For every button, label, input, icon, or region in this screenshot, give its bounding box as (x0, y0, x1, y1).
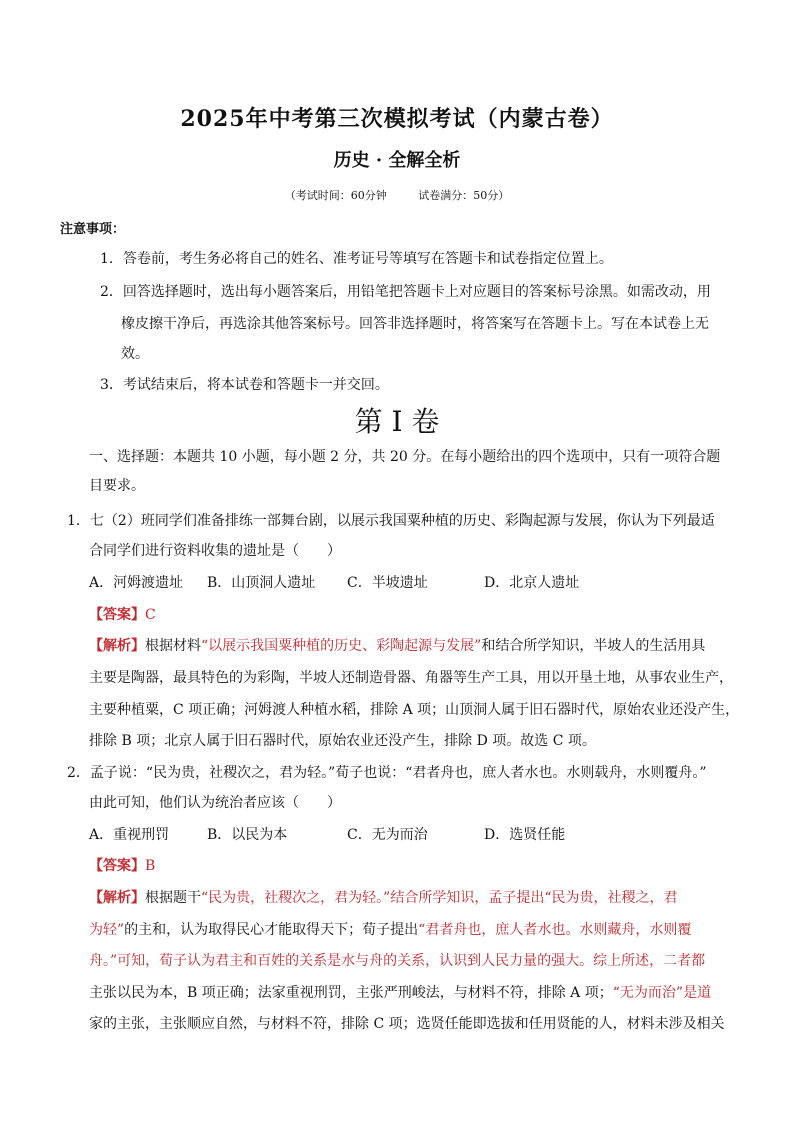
q2-analysis-label: 【解析】 (89, 890, 145, 906)
q2-analysis-quote: “无为而治”是道 (612, 985, 712, 1001)
q1-analysis (89, 635, 705, 655)
q2-stem-cont: 由此可知，他们认为统治者应该（ ） (89, 795, 341, 811)
notice-item-2-cont: 橡皮擦干净后，再选涂其他答案标号。回答非选择题时，将答案写在答题卡上。写在本试卷上无 (121, 316, 709, 332)
q1-analysis-label: 【解析】 (89, 638, 145, 654)
q1-analysis-line: 主要种植粟，C 项正确；河姆渡人种植水稻，排除 A 项；山顶洞人属于旧石器时代，原始农业还没产生， (89, 702, 740, 718)
q2-option-a: A．重视刑罚 (89, 827, 170, 843)
q2-analysis-quote: 舟。”可知，荀子认为君主和百姓的关系是水与舟的关系，认识到人民力量的强大。综上所述，二者都 (89, 953, 706, 969)
q1-answer-value: C (145, 607, 156, 623)
q1-option-a: A．河姆渡遗址 (89, 575, 184, 591)
section-instruction-cont: 目要求。 (89, 478, 145, 494)
q1-option-c: C．半坡遗址 (347, 575, 428, 591)
q1-answer-label: 【答案】 (89, 607, 145, 623)
q2-analysis-line (89, 950, 705, 970)
q1-options (89, 572, 579, 592)
q1-option-b: B．山顶洞人遗址 (207, 575, 316, 591)
q2-analysis (89, 887, 677, 907)
q1-analysis-line: 主要是陶器，最具特色的为彩陶，半坡人还制造骨器、角器等生产工具，用以开垦土地，从事农业生产， (89, 670, 733, 686)
exam-meta (0, 187, 794, 203)
page-title: 2025年中考第三次模拟考试（内蒙古卷） (180, 106, 614, 132)
q2-option-b: B．以民为本 (207, 827, 288, 843)
q2-answer (89, 855, 155, 875)
q1-analysis-line: 排除 B 项；北京人属于旧石器时代，原始农业还没产生，排除 D 项。故选 C 项。 (89, 733, 596, 749)
q1-analysis-quote: “以展示我国粟种植的历史、彩陶起源与发展” (201, 638, 482, 654)
q2-analysis-text: 主张以民为本，B 项正确；法家重视刑罚，主张严刑峻法，与材料不符，排除 A 项； (89, 985, 613, 1001)
q2-analysis-quote: “君者舟也，庶人者水也。水则藏舟，水则覆 (418, 922, 692, 938)
q2-analysis-line: 家的主张，主张顺应自然，与材料不符，排除 C 项；选贤任能即选拔和任用贤能的人，材料未涉及相关 (89, 1016, 725, 1032)
q2-options (89, 824, 565, 844)
q1-option-d: D．北京人遗址 (484, 575, 580, 591)
q1-analysis-text: 和结合所学知识，半坡人的生活用具 (481, 638, 706, 654)
q2-option-d: D．选贤任能 (484, 827, 566, 843)
q2-analysis-text: 的主和，认为取得民心才能取得天下；荀子提出 (124, 922, 419, 938)
notice-item-1: 1．答卷前，考生务必将自己的姓名、准考证号等填写在答题卡和试卷指定位置上。 (100, 251, 613, 267)
exam-time: （考试时间：60分钟 (284, 189, 387, 202)
q2-analysis-quote: 为轻” (89, 922, 125, 938)
q1-analysis-text: 根据材料 (145, 638, 201, 654)
q1-answer (89, 604, 156, 624)
exam-score: 试卷满分：50分） (418, 189, 510, 202)
q1-stem-cont: 合同学们进行资料收集的遗址是（ ） (89, 543, 341, 559)
volume-title: 第 I 卷 (354, 405, 440, 438)
q2-answer-value: B (145, 858, 156, 874)
q1-stem: 1．七（2）班同学们准备排练一部舞台剧，以展示我国粟种植的历史、彩陶起源与发展，你认为下列最适 (67, 513, 715, 529)
q2-answer-label: 【答案】 (89, 858, 145, 874)
q2-analysis-text: 根据题干 (145, 890, 201, 906)
notice-item-2: 2．回答选择题时，选出每小题答案后，用铅笔把答题卡上对应题目的答案标号涂黑。如需改动，用 (100, 284, 711, 300)
q2-analysis-line (89, 919, 691, 939)
notice-heading: 注意事项： (60, 222, 126, 237)
notice-item-3: 3．考试结束后，将本试卷和答题卡一并交回。 (100, 377, 389, 393)
page-subtitle: 历史 · 全解全析 (333, 150, 461, 171)
q2-analysis-line (89, 982, 711, 1002)
notice-item-2-end: 效。 (121, 346, 149, 362)
section-instruction: 一、选择题：本题共 10 小题，每小题 2 分，共 20 分。在每小题给出的四个选项中，只有一项符合题 (89, 449, 721, 465)
q2-analysis-quote: “民为贵，社稷次之，君为轻。”结合所学知识，孟子提出“民为贵，社稷之，君 (201, 890, 678, 906)
q2-option-c: C．无为而治 (347, 827, 428, 843)
q2-stem: 2．孟子说：“民为贵，社稷次之，君为轻。”荀子也说：“君者舟也，庶人者水也。水则载舟，水则覆舟。” (67, 765, 707, 781)
